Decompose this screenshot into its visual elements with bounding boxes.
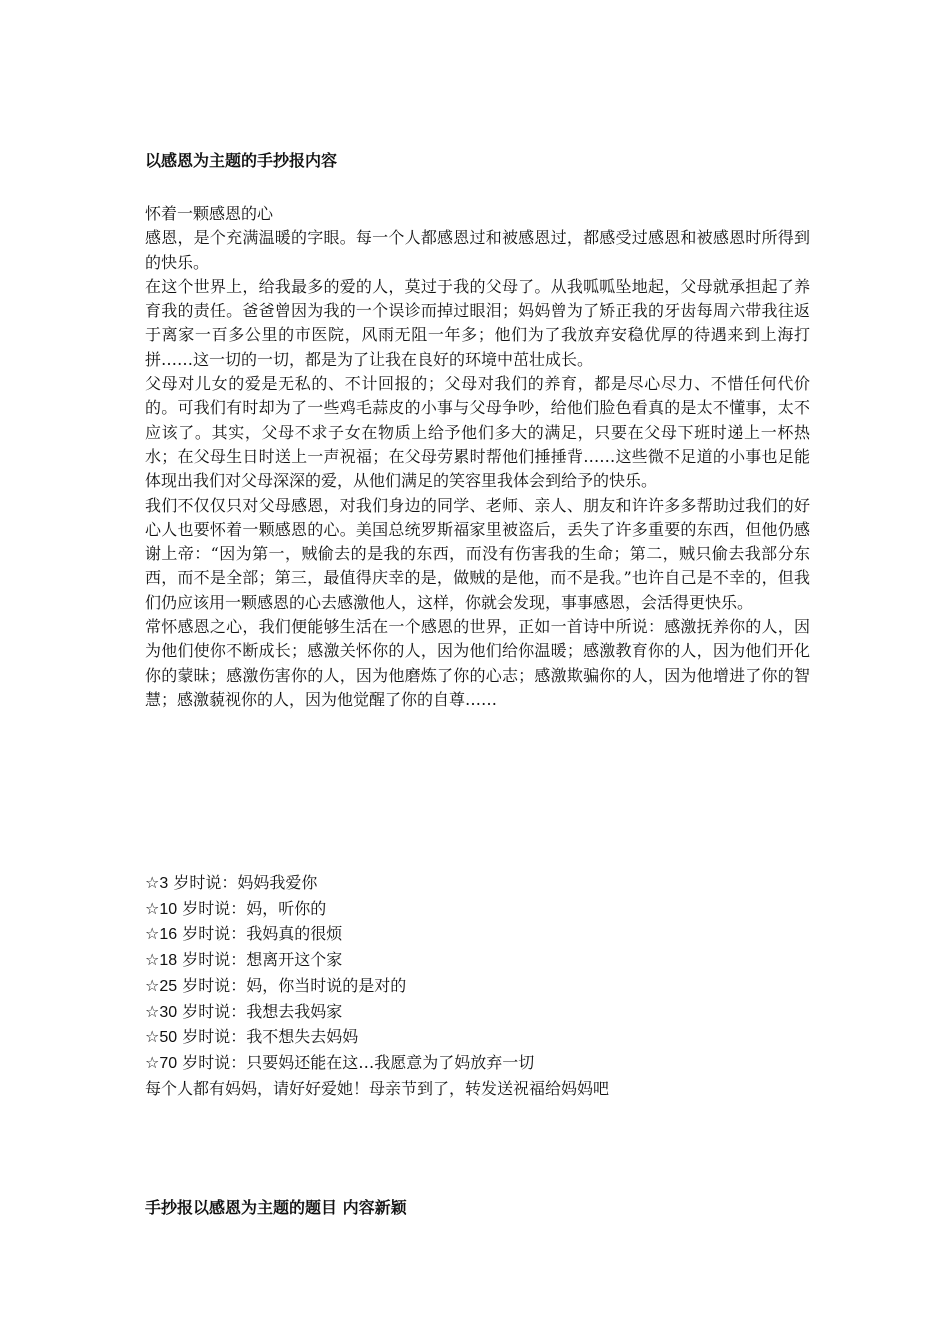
essay-paragraph: 常怀感恩之心，我们便能够生活在一个感恩的世界，正如一首诗中所说：感激抚养你的人，因为他们使你不断成长；感激关怀你的人，因为他们给你温暖；感激教育你的人，因为他们开化你的蒙昧；感激伤害你的人，因为他磨炼了你的心志；感激欺骗你的人，因为他增进了你的智慧；感激藐视你的人，因为他觉醒了你的自尊…… xyxy=(145,617,810,709)
age-number: 16 xyxy=(159,926,178,944)
saying-text: 岁时说：我妈真的很烦 xyxy=(177,924,343,944)
list-item xyxy=(145,1025,810,1051)
star-icon: ☆ xyxy=(145,898,160,918)
age-number: 10 xyxy=(159,900,178,918)
star-icon: ☆ xyxy=(145,873,160,892)
essay-heading: 怀着一颗感恩的心 xyxy=(145,204,274,223)
document-page xyxy=(145,0,810,1344)
document-title: 以感恩为主题的手抄报内容 xyxy=(145,151,338,170)
star-icon: ☆ xyxy=(145,975,160,995)
star-icon: ☆ xyxy=(145,924,160,944)
list-item xyxy=(145,1000,810,1026)
list-item xyxy=(145,974,810,1000)
list-item xyxy=(145,922,810,948)
closing-line: 每个人都有妈妈，请好好爱她！母亲节到了，转发送祝福给妈妈吧 xyxy=(145,1078,610,1098)
essay-body xyxy=(145,202,810,712)
age-number: 25 xyxy=(159,977,178,995)
saying-text: 岁时说：妈，听你的 xyxy=(177,898,327,918)
age-number: 30 xyxy=(159,1003,178,1021)
age-number: 70 xyxy=(159,1054,178,1072)
saying-text: 岁时说：妈，你当时说的是对的 xyxy=(177,975,407,995)
essay-paragraph: 我们不仅仅只对父母感恩，对我们身边的同学、老师、亲人、朋友和许许多多帮助过我们的好心人也要怀着一颗感恩的心。美国总统罗斯福家里被盗后，丢失了许多重要的东西，但他仍感谢上帝：“因为第一，贼偷去的是我的东西，而没有伤害我的生命；第二，贼只偷去我部分东西，而不是全部；第三，最值得庆幸的是，做贼的是他，而不是我。”也许自己是不幸的，但我们仍应该用一颗感恩的心去感激他人，这样，你就会发现，事事感恩，会活得更快乐。 xyxy=(145,495,810,612)
list-item xyxy=(145,871,810,897)
section-subtitle: 手抄报以感恩为主题的题目 内容新颖 xyxy=(145,1198,407,1217)
saying-text: 岁时说：我想去我妈家 xyxy=(177,1001,343,1021)
saying-text: 岁时说：只要妈还能在这…我愿意为了妈放弃一切 xyxy=(177,1052,535,1072)
saying-text: 岁时说：我不想失去妈妈 xyxy=(177,1027,359,1047)
saying-text: 岁时说：想离开这个家 xyxy=(177,950,343,970)
saying-text: 岁时说：妈妈我爱你 xyxy=(168,873,318,892)
star-icon: ☆ xyxy=(145,1052,160,1072)
age-number: 3 xyxy=(159,875,169,892)
star-icon: ☆ xyxy=(145,1027,160,1047)
essay-paragraph: 在这个世界上，给我最多的爱的人，莫过于我的父母了。从我呱呱坠地起，父母就承担起了养育我的责任。爸爸曾因为我的一个误诊而掉过眼泪；妈妈曾为了矫正我的牙齿每周六带我往返于离家一百多公里的市医院，风雨无阻一年多；他们为了我放弃安稳优厚的待遇来到上海打拼……这一切的一切，都是为了让我在良好的环境中茁壮成长。 xyxy=(145,276,810,369)
list-item xyxy=(145,948,810,974)
age-number: 18 xyxy=(159,952,178,970)
essay-paragraph: 父母对儿女的爱是无私的、不计回报的；父母对我们的养育，都是尽心尽力、不惜任何代价的。可我们有时却为了一些鸡毛蒜皮的小事与父母争吵，给他们脸色看真的是太不懂事，太不应该了。其实，父母不求子女在物质上给予他们多大的满足，只要在父母下班时递上一杯热水；在父母生日时送上一声祝福；在父母劳累时帮他们捶捶背……这些微不足道的小事也足能体现出我们对父母深深的爱，从他们满足的笑容里我体会到给予的快乐。 xyxy=(145,374,810,491)
list-item xyxy=(145,897,810,923)
essay-paragraph: 感恩，是个充满温暖的字眼。每一个人都感恩过和被感恩过，都感受过感恩和被感恩时所得到的快乐。 xyxy=(145,228,810,272)
star-icon: ☆ xyxy=(145,950,160,970)
list-item xyxy=(145,1051,810,1077)
age-sayings-list xyxy=(145,871,810,1101)
star-icon: ☆ xyxy=(145,1001,160,1021)
age-number: 50 xyxy=(159,1029,178,1047)
